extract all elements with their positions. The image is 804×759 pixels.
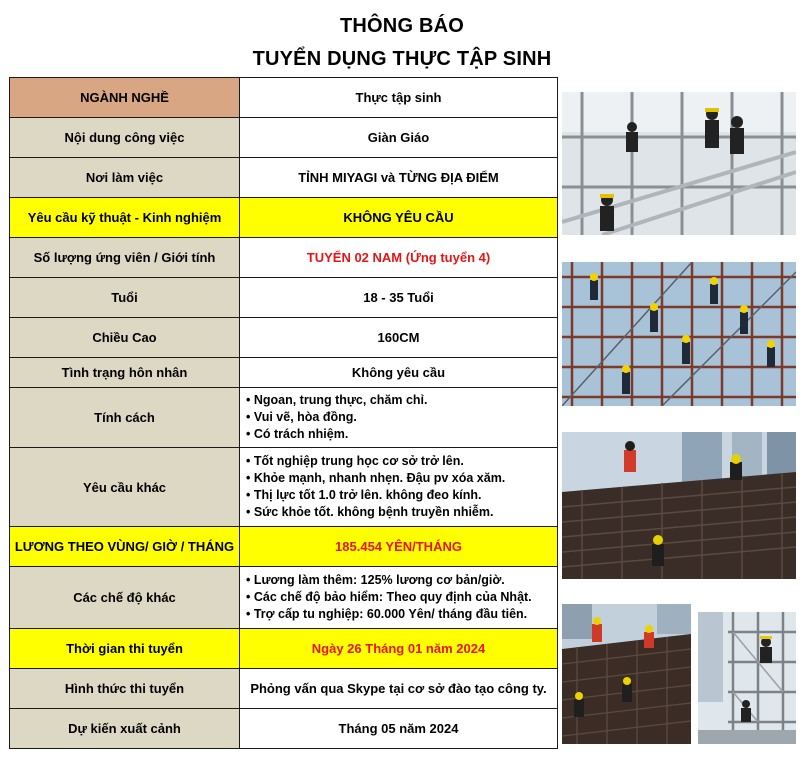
table-row bbox=[10, 118, 558, 158]
table-row bbox=[10, 198, 558, 238]
row-value-job-content: Giàn Giáo bbox=[240, 118, 558, 158]
table-row bbox=[10, 629, 558, 669]
list-item: • Khỏe mạnh, nhanh nhẹn. Đậu pv xóa xăm. bbox=[246, 471, 506, 485]
list-item: • Vui vẽ, hòa đồng. bbox=[246, 410, 357, 424]
row-label-exam-format: Hình thức thi tuyển bbox=[10, 669, 240, 709]
table-row bbox=[10, 527, 558, 567]
row-value-exam-format: Phỏng vấn qua Skype tại cơ sở đào tạo công ty. bbox=[240, 669, 558, 709]
row-value-marital: Không yêu cầu bbox=[240, 358, 558, 388]
row-label-departure: Dự kiến xuất cảnh bbox=[10, 709, 240, 749]
row-value-other-requirements bbox=[240, 448, 558, 527]
row-label-workplace: Nơi làm việc bbox=[10, 158, 240, 198]
notice-subtitle: TUYỂN DỤNG THỰC TẬP SINH bbox=[252, 48, 552, 70]
list-item: • Có trách nhiệm. bbox=[246, 427, 349, 441]
notice-title: THÔNG BÁO bbox=[339, 15, 465, 37]
row-value-height: 160CM bbox=[240, 318, 558, 358]
row-label-experience: Yêu cầu kỹ thuật - Kinh nghiệm bbox=[10, 198, 240, 238]
row-label-benefits: Các chế độ khác bbox=[10, 567, 240, 629]
scaffold-workers-photo-2 bbox=[562, 262, 796, 406]
list-item: • Các chế độ bảo hiểm: Theo quy định của Nhật. bbox=[246, 590, 532, 604]
row-label-personality: Tính cách bbox=[10, 388, 240, 448]
list-item: • Ngoan, trung thực, chăm chỉ. bbox=[246, 393, 428, 407]
table-row bbox=[10, 158, 558, 198]
row-label-salary: LƯƠNG THEO VÙNG/ GIỜ / THÁNG bbox=[10, 527, 240, 567]
rebar-workers-photo-4 bbox=[562, 604, 691, 744]
row-label-height: Chiều Cao bbox=[10, 318, 240, 358]
table-row bbox=[10, 448, 558, 527]
row-label-other-requirements: Yêu cầu khác bbox=[10, 448, 240, 527]
rebar-workers-photo-3 bbox=[562, 432, 796, 579]
row-value-departure: Tháng 05 năm 2024 bbox=[240, 709, 558, 749]
scaffold-workers-photo-1 bbox=[562, 92, 796, 235]
row-label-quantity-gender: Số lượng ứng viên / Giới tính bbox=[10, 238, 240, 278]
scaffold-tower-photo-5 bbox=[698, 612, 796, 744]
row-value-exam-date: Ngày 26 Tháng 01 năm 2024 bbox=[240, 629, 558, 669]
table-row bbox=[10, 358, 558, 388]
row-value-quantity-gender: TUYỂN 02 NAM (Ứng tuyển 4) bbox=[240, 238, 558, 278]
table-row bbox=[10, 669, 558, 709]
list-item: • Thị lực tốt 1.0 trở lên. không đeo kính. bbox=[246, 488, 482, 502]
table-row bbox=[10, 567, 558, 629]
table-row bbox=[10, 388, 558, 448]
table-row bbox=[10, 78, 558, 118]
row-label-exam-date: Thời gian thi tuyển bbox=[10, 629, 240, 669]
row-value-experience: KHÔNG YÊU CẦU bbox=[240, 198, 558, 238]
job-info-table bbox=[9, 77, 558, 749]
table-row bbox=[10, 238, 558, 278]
row-label-job-content: Nội dung công việc bbox=[10, 118, 240, 158]
table-row bbox=[10, 709, 558, 749]
table-row bbox=[10, 278, 558, 318]
row-value-personality bbox=[240, 388, 558, 448]
list-item: • Tốt nghiệp trung học cơ sở trở lên. bbox=[246, 454, 464, 468]
row-label-occupation: NGÀNH NGHỀ bbox=[10, 78, 240, 118]
list-item: • Lương làm thêm: 125% lương cơ bản/giờ. bbox=[246, 573, 505, 587]
row-label-age: Tuổi bbox=[10, 278, 240, 318]
row-value-salary: 185.454 YÊN/THÁNG bbox=[240, 527, 558, 567]
row-value-occupation: Thực tập sinh bbox=[240, 78, 558, 118]
row-label-marital: Tình trạng hôn nhân bbox=[10, 358, 240, 388]
row-value-age: 18 - 35 Tuổi bbox=[240, 278, 558, 318]
table-row bbox=[10, 318, 558, 358]
list-item: • Trợ cấp tu nghiệp: 60.000 Yên/ tháng đầu tiên. bbox=[246, 607, 528, 621]
row-value-workplace: TỈNH MIYAGI và TỪNG ĐỊA ĐIỂM bbox=[240, 158, 558, 198]
row-value-benefits bbox=[240, 567, 558, 629]
list-item: • Sức khỏe tốt. không bệnh truyền nhiễm. bbox=[246, 505, 494, 519]
